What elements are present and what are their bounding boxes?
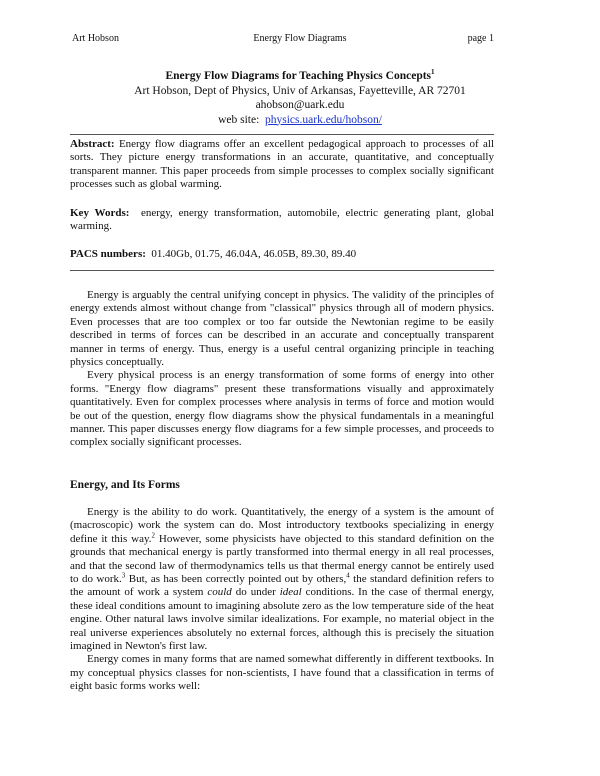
emphasis-could: could (207, 586, 232, 599)
paper-title: Energy Flow Diagrams for Teaching Physics Concepts$^1$ (165, 68, 435, 82)
website-label: web site: (218, 113, 260, 126)
section-paragraph-2: Energy comes in many forms that are named somewhat differently in different textbooks. In my conceptual physics classes for non-scientists, I have found that a classification in terms of eight basic forms works well: (70, 653, 494, 693)
website-line (0, 113, 600, 128)
introduction (70, 289, 494, 450)
running-header-page-number: page 1 (467, 33, 494, 44)
website-link[interactable]: physics.uark.edu/hobson/ (265, 113, 382, 126)
footnote-marker-3: 3 (121, 571, 126, 580)
abstract-label: Abstract: (70, 138, 115, 150)
running-header-author: Art Hobson (72, 33, 119, 44)
keywords-block (70, 207, 494, 234)
intro-paragraph-2: Every physical process is an energy transformation of some forms of energy into other forms. "Energy flow diagrams" present these transformations visually and approximately quantitatively. Even for complex processes where analysis in terms of force and motion would be out of the question, energy flow diagrams show the physical fundamentals in a meaningful manner. This paper discusses energy flow diagrams for a few simple processes, and proceeds to complex socially significant processes. (70, 369, 494, 449)
keywords-label: Key Words: (70, 207, 130, 219)
author-affiliation: Art Hobson, Dept of Physics, Univ of Arkansas, Fayetteville, AR 72701 (134, 84, 466, 97)
title-footnote-marker: 1 (431, 68, 435, 77)
abstract-block (70, 138, 494, 192)
bottom-divider (70, 270, 494, 271)
abstract-text: Energy flow diagrams offer an excellent pedagogical approach to processes of all sorts. They picture energy transformations in an accurate, quantitative, and conceptually transparent manner. This paper proceeds from simple processes to complex socially significant processes such as global warming. (70, 138, 495, 191)
section-body (70, 506, 494, 694)
section-paragraph-1: Energy is the ability to do work. Quantitatively, the energy of a system is the amount of (macroscopic) work the system can do. Most introductory textbooks specializing in energy define it this way.$^2$ However, some physicists have objected to this standard definition on the grounds that mechanical energy is partly transformed into thermal energy in all real processes, and that the second law of thermodynamics tells us that thermal energy cannot be entirely used to do work.$^3$ But, as has been correctly pointed out by others,$^4$ the standard definition refers to the amount of work a system could do under ideal conditions. In the case of thermal energy, these ideal conditions amount to imagining absolute zero as the low temperature side of the heat engine. Other natural laws involve similar idealizations. For example, no material object in the real universe experiences absolutely no external forces, although this is precisely the situation imagined in Newton's first law. (70, 506, 494, 653)
top-divider (70, 134, 494, 135)
section-heading: Energy, and Its Forms (70, 479, 180, 491)
pacs-label: PACS numbers: (70, 248, 146, 260)
pacs-text: 01.40Gb, 01.75, 46.04A, 46.05B, 89.30, 89.40 (151, 248, 357, 260)
pacs-block (70, 248, 494, 261)
emphasis-ideal: ideal (279, 586, 302, 599)
keywords-text: energy, energy transformation, automobile, electric generating plant, global warming. (70, 207, 495, 233)
title-block (0, 69, 600, 127)
author-email: ahobson@uark.edu (255, 99, 345, 111)
footnote-marker-2: 2 (151, 531, 156, 540)
intro-paragraph-1: Energy is arguably the central unifying concept in physics. The validity of the principles of energy extends almost without change from "classical" physics through all of modern physics. Even processes that are too complex or too far outside the Newtonian regime to be easily described in terms of forces can be described in an accurate and conceptually transparent manner in terms of energy. Thus, energy is a useful central organizing principle in teaching physics conceptually. (70, 289, 494, 369)
running-header-title: Energy Flow Diagrams (253, 33, 347, 44)
footnote-marker-4: 4 (346, 571, 350, 580)
